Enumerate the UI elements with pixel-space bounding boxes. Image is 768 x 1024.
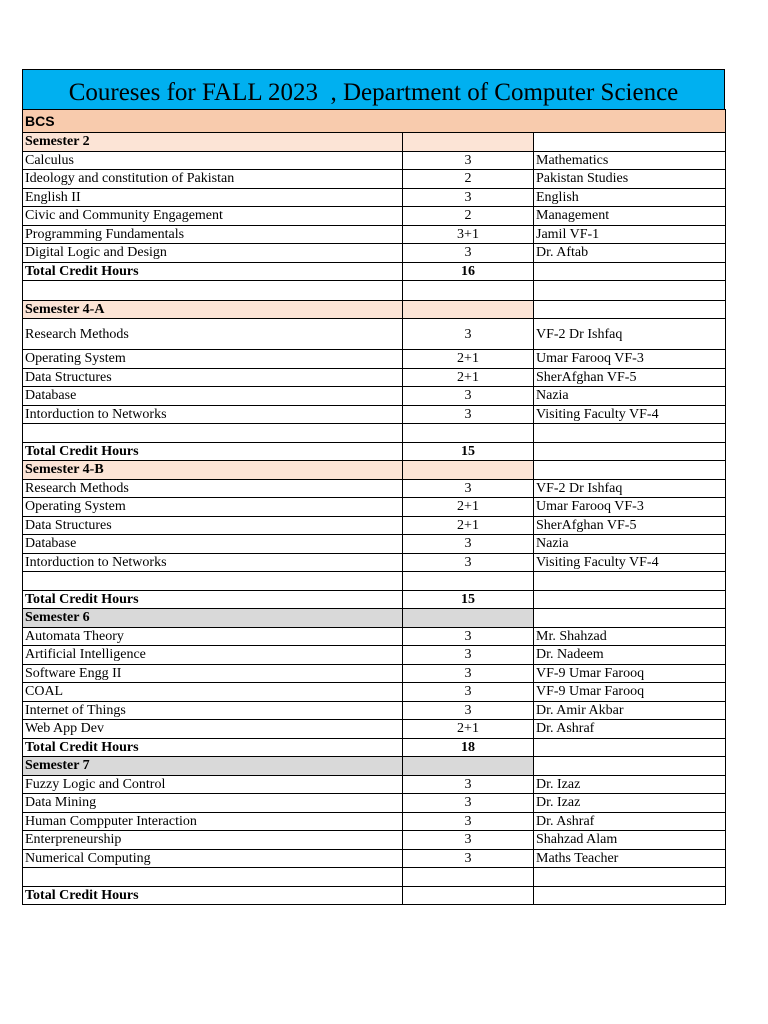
course-name: Programming Fundamentals [23,225,403,244]
course-row [23,627,726,646]
teacher-name: SherAfghan VF-5 [534,368,726,387]
course-row [23,207,726,226]
semester-name: Semester 4-B [23,461,403,480]
total-row [23,886,726,905]
semester-header-cell [534,461,726,480]
credit-hours: 3 [403,188,534,207]
course-row [23,498,726,517]
course-name: Research Methods [23,319,403,350]
total-label: Total Credit Hours [23,262,403,281]
course-row [23,188,726,207]
credit-hours: 3 [403,831,534,850]
total-row [23,738,726,757]
course-name: Operating System [23,350,403,369]
credit-hours: 2+1 [403,368,534,387]
teacher-name: Dr. Amir Akbar [534,701,726,720]
teacher-name: VF-2 Dr Ishfaq [534,319,726,350]
teacher-name: Management [534,207,726,226]
course-row [23,479,726,498]
credit-hours: 3 [403,812,534,831]
teacher-name: Pakistan Studies [534,170,726,189]
semester-header-cell [403,757,534,776]
course-name: Web App Dev [23,720,403,739]
course-row [23,350,726,369]
department-label: BCS [23,110,726,133]
empty-cell [23,868,403,887]
empty-cell [403,281,534,301]
course-row [23,535,726,554]
semester-header-row [23,300,726,319]
credit-hours: 2+1 [403,498,534,517]
teacher-name: Umar Farooq VF-3 [534,350,726,369]
empty-cell [403,572,534,591]
empty-cell [534,868,726,887]
course-name: Research Methods [23,479,403,498]
credit-hours: 2+1 [403,720,534,739]
teacher-name: Mr. Shahzad [534,627,726,646]
course-name: English II [23,188,403,207]
total-row [23,442,726,461]
teacher-name: VF-9 Umar Farooq [534,683,726,702]
course-name: Internet of Things [23,701,403,720]
teacher-name: VF-9 Umar Farooq [534,664,726,683]
total-credit-hours: 16 [403,262,534,281]
credit-hours: 3 [403,683,534,702]
course-name: Civic and Community Engagement [23,207,403,226]
semester-name: Semester 2 [23,133,403,152]
empty-cell [403,868,534,887]
teacher-name: Umar Farooq VF-3 [534,498,726,517]
teacher-name: Nazia [534,535,726,554]
course-row [23,646,726,665]
credit-hours: 3 [403,664,534,683]
total-label: Total Credit Hours [23,738,403,757]
course-name: Intorduction to Networks [23,553,403,572]
teacher-name: Dr. Aftab [534,244,726,263]
course-row [23,664,726,683]
semester-name: Semester 4-A [23,300,403,319]
credit-hours: 3 [403,479,534,498]
course-row [23,368,726,387]
credit-hours: 3 [403,553,534,572]
total-label: Total Credit Hours [23,590,403,609]
spacer-row [23,572,726,591]
total-credit-hours: 15 [403,442,534,461]
course-name: Data Structures [23,516,403,535]
course-row [23,794,726,813]
credit-hours: 2+1 [403,350,534,369]
teacher-name: Dr. Ashraf [534,812,726,831]
semester-header-cell [403,461,534,480]
teacher-name: Visiting Faculty VF-4 [534,553,726,572]
teacher-name: Mathematics [534,151,726,170]
course-name: Artificial Intelligence [23,646,403,665]
total-credit-hours: 18 [403,738,534,757]
course-name: Operating System [23,498,403,517]
course-name: Digital Logic and Design [23,244,403,263]
teacher-name: Dr. Nadeem [534,646,726,665]
course-name: Enterpreneurship [23,831,403,850]
credit-hours: 2 [403,207,534,226]
teacher-name: Visiting Faculty VF-4 [534,405,726,424]
empty-cell [23,281,403,301]
course-row [23,405,726,424]
course-row [23,812,726,831]
teacher-name: SherAfghan VF-5 [534,516,726,535]
semester-header-cell [534,609,726,628]
total-row [23,590,726,609]
credit-hours: 3 [403,387,534,406]
credit-hours: 3 [403,627,534,646]
empty-cell [534,886,726,905]
credit-hours: 3 [403,646,534,665]
total-row [23,262,726,281]
course-row [23,170,726,189]
teacher-name: Nazia [534,387,726,406]
course-row [23,319,726,350]
credit-hours: 3 [403,405,534,424]
course-name: Calculus [23,151,403,170]
semester-header-cell [403,300,534,319]
course-name: Ideology and constitution of Pakistan [23,170,403,189]
teacher-name: English [534,188,726,207]
total-label: Total Credit Hours [23,886,403,905]
spreadsheet [22,69,725,905]
course-row [23,683,726,702]
semester-header-cell [534,133,726,152]
empty-cell [534,424,726,443]
course-name: Database [23,535,403,554]
spacer-row [23,424,726,443]
course-row [23,387,726,406]
course-row [23,553,726,572]
course-name: Fuzzy Logic and Control [23,775,403,794]
course-name: Data Mining [23,794,403,813]
semester-header-cell [534,300,726,319]
credit-hours: 3 [403,849,534,868]
spacer-row [23,281,726,301]
credit-hours: 2 [403,170,534,189]
semester-header-row [23,461,726,480]
credit-hours: 2+1 [403,516,534,535]
semester-header-cell [403,133,534,152]
total-credit-hours: 15 [403,590,534,609]
teacher-name: Jamil VF-1 [534,225,726,244]
department-row [23,110,726,133]
teacher-name: Shahzad Alam [534,831,726,850]
semester-header-cell [403,609,534,628]
course-name: Database [23,387,403,406]
course-row [23,831,726,850]
courses-table [22,109,726,905]
semester-header-row [23,609,726,628]
credit-hours: 3+1 [403,225,534,244]
course-row [23,244,726,263]
course-row [23,775,726,794]
empty-cell [23,424,403,443]
course-row [23,849,726,868]
course-row [23,720,726,739]
course-row [23,225,726,244]
credit-hours: 3 [403,701,534,720]
semester-name: Semester 6 [23,609,403,628]
sheet-title: Coureses for FALL 2023 , Department of Computer Science [22,69,725,109]
credit-hours: 3 [403,244,534,263]
course-name: Software Engg II [23,664,403,683]
teacher-name: Dr. Izaz [534,775,726,794]
spacer-row [23,868,726,887]
empty-cell [23,572,403,591]
teacher-name: Maths Teacher [534,849,726,868]
course-name: Automata Theory [23,627,403,646]
credit-hours: 3 [403,151,534,170]
credit-hours: 3 [403,535,534,554]
course-name: Data Structures [23,368,403,387]
credit-hours: 3 [403,319,534,350]
teacher-name: Dr. Izaz [534,794,726,813]
empty-cell [403,424,534,443]
total-label: Total Credit Hours [23,442,403,461]
semester-header-cell [534,757,726,776]
semester-header-row [23,133,726,152]
empty-cell [534,738,726,757]
course-row [23,151,726,170]
course-name: Numerical Computing [23,849,403,868]
course-name: Intorduction to Networks [23,405,403,424]
course-name: COAL [23,683,403,702]
empty-cell [534,590,726,609]
total-credit-hours [403,886,534,905]
credit-hours: 3 [403,775,534,794]
teacher-name: Dr. Ashraf [534,720,726,739]
empty-cell [534,572,726,591]
empty-cell [534,281,726,301]
empty-cell [534,442,726,461]
semester-name: Semester 7 [23,757,403,776]
course-name: Human Compputer Interaction [23,812,403,831]
empty-cell [534,262,726,281]
course-row [23,701,726,720]
teacher-name: VF-2 Dr Ishfaq [534,479,726,498]
credit-hours: 3 [403,794,534,813]
course-row [23,516,726,535]
semester-header-row [23,757,726,776]
